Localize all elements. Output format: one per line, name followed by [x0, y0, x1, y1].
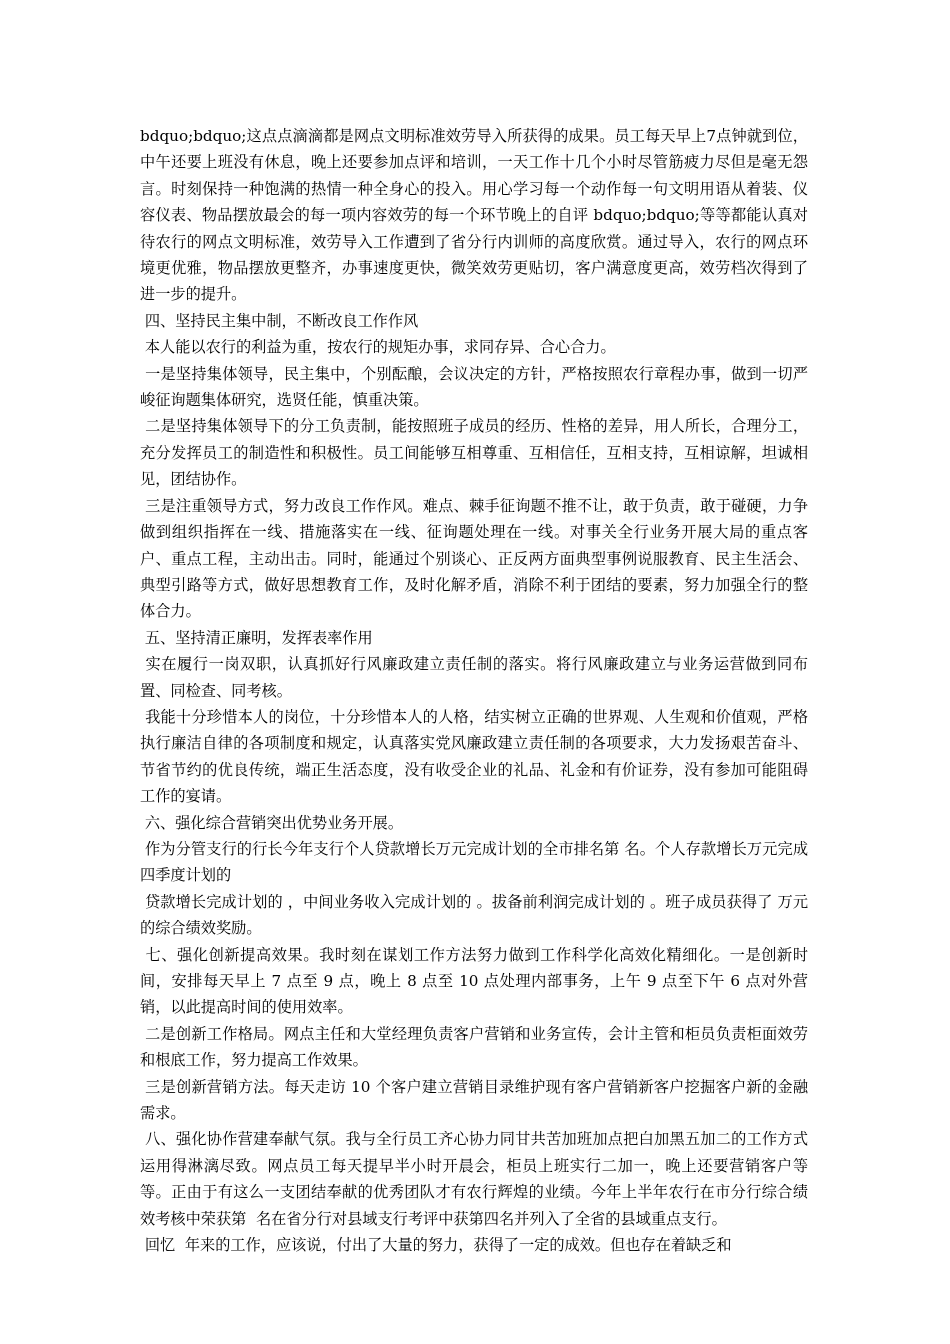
paragraph-collective-leadership: 一是坚持集体领导，民主集中，个别酝酿，会议决定的方针，严格按照农行章程办事，做到一切严峻征询题集体研究，选贤任能，慎重决策。	[140, 364, 809, 410]
paragraph-division-of-labor: 二是坚持集体领导下的分工负责制，能按照班子成员的经历、性格的差异，用人所长，合理分工，充分发挥员工的制造性和积极性。员工间能够互相尊重、互相信任，互相支持，互相谅解，坦诚相见，团结协作。	[140, 417, 809, 489]
paragraph-plan-completion: 贷款增长完成计划的 ，中间业务收入完成计划的 。拔备前利润完成计划的 。班子成员获得了 万元的综合绩效奖励。	[140, 892, 809, 938]
heading-marketing: 六、强化综合营销突出优势业务开展。	[140, 813, 404, 832]
paragraph-marketing-method: 三是创新营销方法。每天走访 10 个客户建立营销目录维护现有客户营销新客户挖掘客户新的金融需求。	[140, 1077, 809, 1123]
heading-innovation: 七、强化创新提高效果。我时刻在谋划工作方法努力做到工作科学化高效化精细化。一是创新时间，安排每天早上 7 点至 9 点，晚上 8 点至 10 点处理内部事务，上午 9 点至下午 6 点对外营销，以此提高时间的使用效率。	[140, 945, 809, 1017]
heading-teamwork: 八、强化协作营建奉献气氛。我与全行员工齐心协力同甘共苦加班加点把白加黑五加二的工作方式运用得淋漓尽致。网点员工每天提早半小时开晨会，柜员上班实行二加一，晚上还要营销客户等等。正由于有这么一支团结奉献的优秀团队才有农行辉煌的业绩。今年上半年农行在市分行综合绩效考核中荣获第 名在省分行对县域支行考评中获第四名并列入了全省的县域重点支行。	[140, 1130, 809, 1228]
paragraph-leadership-style: 三是注重领导方式，努力改良工作作风。难点、棘手征询题不推不让，敢于负责，敢于碰硬，力争做到组织指挥在一线、措施落实在一线、征询题处理在一线。对事关全行业务开展大局的重点客户、重点工程，主动出击。同时，能通过个别谈心、正反两方面典型事例说服教育、民主生活会、典型引路等方式，做好思想教育工作，及时化解矛盾，消除不利于团结的要素，努力加强全行的整体合力。	[140, 496, 809, 621]
paragraph-self-discipline: 我能十分珍惜本人的岗位，十分珍惜本人的人格，结实树立正确的世界观、人生观和价值观，严格执行廉洁自律的各项制度和规定，认真落实党风廉政建立责任制的各项要求，大力发扬艰苦奋斗、节省节约的优良传统，端正生活态度，没有收受企业的礼品、礼金和有价证券，没有参加可能阻碍工作的宴请。	[140, 707, 809, 806]
paragraph-review: 回忆 年来的工作，应该说，付出了大量的努力，获得了一定的成效。但也存在着缺乏和	[140, 1236, 732, 1255]
paragraph-dual-duties: 实在履行一岗双职，认真抓好行风廉政建立责任制的落实。将行风廉政建立与业务运营做到同布置、同检查、同考核。	[140, 655, 809, 700]
paragraph-loan-growth: 作为分管支行的行长今年支行个人贷款增长万元完成计划的全市排名第 名。个人存款增长万元完成四季度计划的	[140, 839, 809, 885]
paragraph-service-results: bdquo;bdquo;这点点滴滴都是网点文明标准效劳导入所获得的成果。员工每天早上7点钟就到位，中午还要上班没有休息，晚上还要参加点评和培训，一天工作十几个小时尽管筋疲力尽但是毫无怨言。时刻保持一种饱满的热情一种全身心的投入。用心学习每一个动作每一句文明用语从着装、仪容仪表、物品摆放最会的每一项内容效劳的每一个环节晚上的自评 bdquo;bdquo;等等都能认真对待农行的网点文明标准，效劳导入工作遭到了省分行内训师的高度欣赏。通过导入，农行的网点环境更优雅，物品摆放更整齐，办事速度更快，微笑效劳更贴切，客户满意度更高，效劳档次得到了进一步的提升。	[140, 127, 808, 304]
heading-democratic-centralism: 四、坚持民主集中制，不断改良工作作风	[140, 311, 419, 330]
heading-integrity: 五、坚持清正廉明，发挥表率作用	[140, 628, 373, 647]
paragraph-work-structure: 二是创新工作格局。网点主任和大堂经理负责客户营销和业务宣传，会计主管和柜员负责柜面效劳和根底工作，努力提高工作效果。	[140, 1024, 809, 1070]
document-body	[140, 123, 808, 1258]
paragraph-bank-interest: 本人能以农行的利益为重，按农行的规矩办事，求同存异、合心合力。	[140, 338, 616, 357]
